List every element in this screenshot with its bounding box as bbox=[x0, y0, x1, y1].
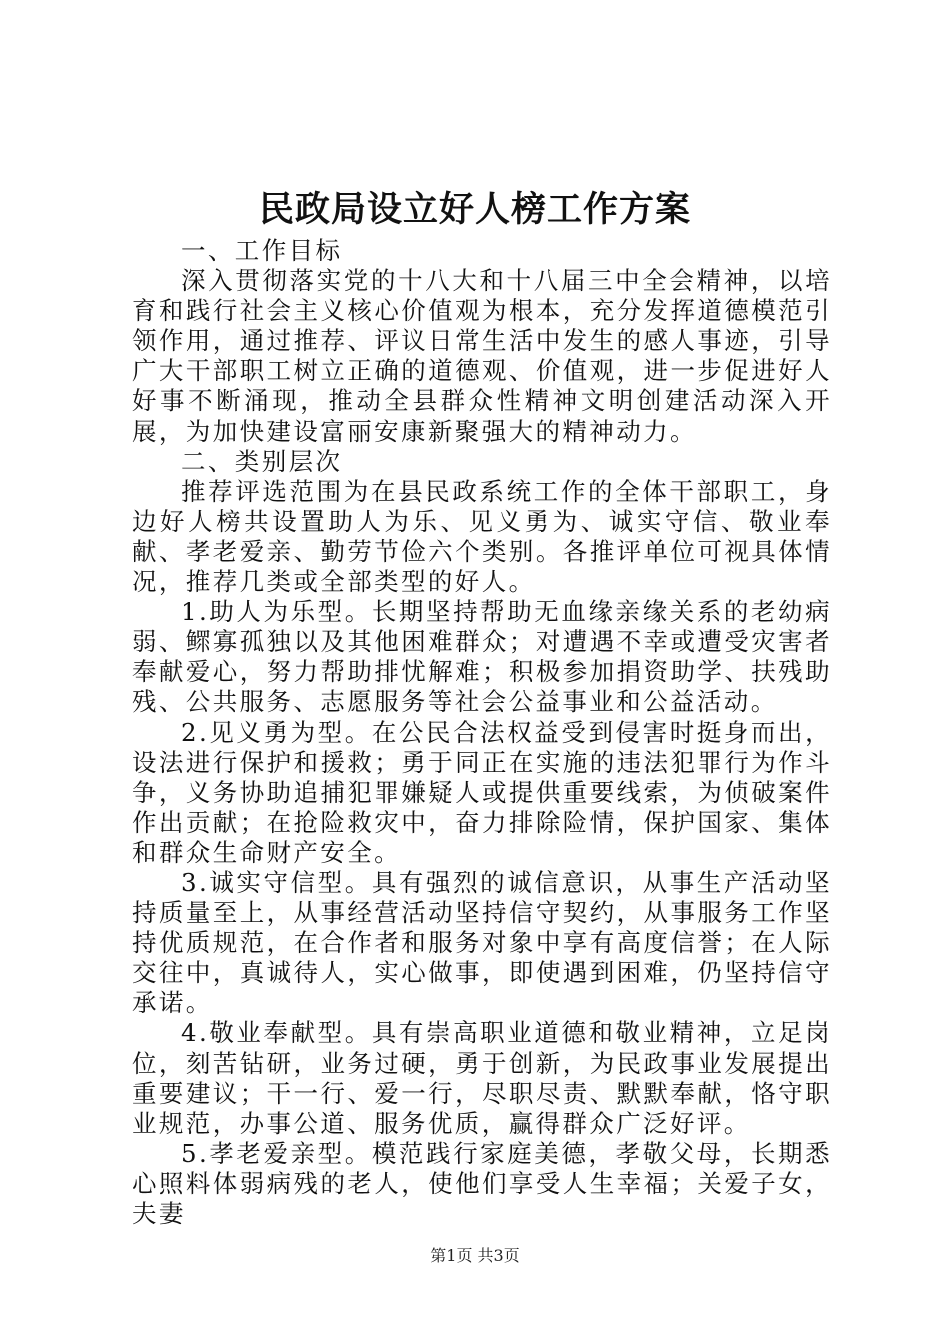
paragraph-type-1: 1.助人为乐型。长期坚持帮助无血缘亲缘关系的老幼病弱、鳏寡孤独以及其他困难群众；对遭遇不幸或遭受灾害者奉献爱心，努力帮助排忧解难；积极参加捐资助学、扶残助残、公共服务、志愿服务等社会公益事业和公益活动。 bbox=[132, 597, 832, 717]
document-body bbox=[132, 236, 832, 1229]
paragraph-type-4: 4.敬业奉献型。具有崇高职业道德和敬业精神，立足岗位，刻苦钻研，业务过硬，勇于创新，为民政事业发展提出重要建议；干一行、爱一行，尽职尽责、默默奉献，恪守职业规范，办事公道、服务优质，赢得群众广泛好评。 bbox=[132, 1018, 832, 1138]
document-title: 民政局设立好人榜工作方案 bbox=[258, 189, 691, 230]
page-footer: 第1页 共3页 bbox=[430, 1246, 520, 1265]
paragraph-goals: 深入贯彻落实党的十八大和十八届三中全会精神，以培育和践行社会主义核心价值观为根本，充分发挥道德模范引领作用，通过推荐、评议日常生活中发生的感人事迹，引导广大干部职工树立正确的道德观、价值观，进一步促进好人好事不断涌现，推动全县群众性精神文明创建活动深入开展，为加快建设富丽安康新聚强大的精神动力。 bbox=[132, 266, 832, 446]
section-heading-categories: 二、类别层次 bbox=[181, 446, 343, 476]
paragraph-type-3: 3.诚实守信型。具有强烈的诚信意识，从事生产活动坚持质量至上，从事经营活动坚持信守契约，从事服务工作坚持优质规范，在合作者和服务对象中享有高度信誉；在人际交往中，真诚待人，实心做事，即使遇到困难，仍坚持信守承诺。 bbox=[132, 867, 832, 1018]
paragraph-type-5: 5.孝老爱亲型。模范践行家庭美德，孝敬父母，长期悉心照料体弱病残的老人，使他们享受人生幸福；关爱子女，夫妻 bbox=[132, 1138, 832, 1228]
paragraph-type-2: 2.见义勇为型。在公民合法权益受到侵害时挺身而出，设法进行保护和援救；勇于同正在实施的违法犯罪行为作斗争，义务协助追捕犯罪嫌疑人或提供重要线索，为侦破案件作出贡献；在抢险救灾中，奋力排除险情，保护国家、集体和群众生命财产安全。 bbox=[132, 717, 832, 867]
section-heading-goals: 一、工作目标 bbox=[181, 236, 343, 265]
paragraph-scope: 推荐评选范围为在县民政系统工作的全体干部职工，身边好人榜共设置助人为乐、见义勇为、诚实守信、敬业奉献、孝老爱亲、勤劳节俭六个类别。各推评单位可视具体情况，推荐几类或全部类型的好人。 bbox=[132, 476, 832, 597]
